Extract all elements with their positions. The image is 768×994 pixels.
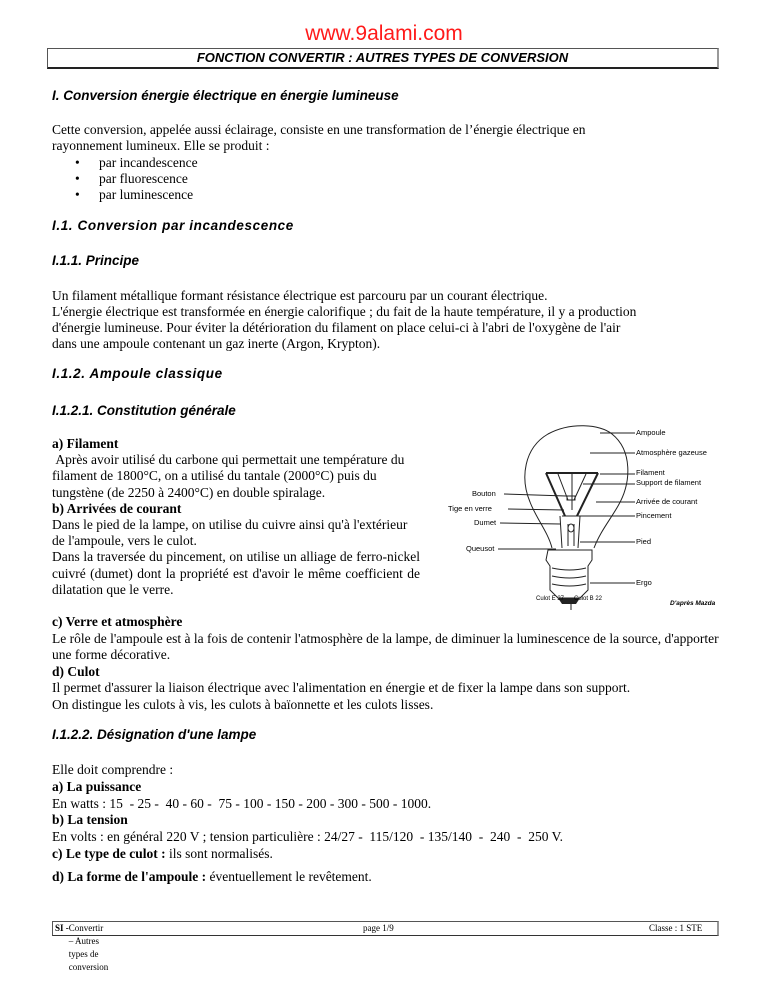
intro-paragraph xyxy=(52,122,722,154)
diagram-credit: D'après Mazda xyxy=(670,600,716,607)
designation-intro: Elle doit comprendre : xyxy=(52,762,174,777)
heading-section-1-1-2: I.1.2. Ampoule classique xyxy=(52,366,223,381)
document-title: FONCTION CONVERTIR : AUTRES TYPES DE CONVERSION xyxy=(47,48,719,69)
label-ergo: Ergo xyxy=(636,578,652,587)
footer-class: Classe : 1 STE xyxy=(649,923,703,933)
heading-section-1-1-2-2: I.1.2.2. Désignation d'une lampe xyxy=(52,727,257,742)
watermark-link[interactable]: www.9alami.com xyxy=(305,22,463,45)
caption-culot-b22: Culot B 22 xyxy=(574,596,603,602)
label-atmosphere: Atmosphère gazeuse xyxy=(636,448,707,457)
verre-text: Le rôle de l'ampoule est à la fois de contenir l'atmosphère de la lampe, de diminuer la luminescence de la source, d'apporter une forme décorative. xyxy=(52,630,719,662)
arrivees-text-2: Dans la traversée du pincement, on utilise un alliage de ferro-nickel cuivré (dumet) dont la propriété est d'avoir le même coefficient de dilatation que le verre. xyxy=(52,549,420,597)
subheading-puissance: a) La puissance xyxy=(52,778,142,794)
heading-section-1-1-2-1: I.1.2.1. Constitution générale xyxy=(52,403,236,418)
culot-text-1: Il permet d'assurer la liaison électrique avec l'alimentation en énergie et de fixer la lampe dans son support. xyxy=(52,680,631,695)
principle-line: L'énergie électrique est transformée en énergie calorifique ; du fait de la haute température, il y a production xyxy=(52,304,637,319)
culot-text-2: On distingue les culots à vis, les culots à baïonnette et les culots lisses. xyxy=(52,696,434,712)
label-queusot: Queusot xyxy=(466,544,495,553)
subheading-culot: d) Culot xyxy=(52,663,100,679)
heading-section-1-1-1: I.1.1. Principe xyxy=(52,253,140,268)
bullet-icon: • xyxy=(75,187,80,202)
principle-line: d'énergie lumineuse. Pour éviter la détérioration du filament on place celui-ci à l'abri de l'oxygène de l'air xyxy=(52,320,621,335)
heading-section-1: I. Conversion énergie électrique en énergie lumineuse xyxy=(52,88,399,103)
heading-section-1-1: I.1. Conversion par incandescence xyxy=(52,218,294,233)
designation-block xyxy=(52,762,722,886)
principle-line: dans une ampoule contenant un gaz inerte (Argon, Krypton). xyxy=(52,336,381,351)
subheading-arrivees-courant: b) Arrivées de courant xyxy=(52,500,182,516)
principle-line: Un filament métallique formant résistance électrique est parcouru par un courant électrique. xyxy=(52,288,548,303)
puissance-text: En watts : 15 - 25 - 40 - 60 - 75 - 100 - 150 - 200 - 300 - 500 - 1000. xyxy=(52,795,432,811)
intro-line-2: rayonnement lumineux. Elle se produit : xyxy=(52,138,270,153)
label-pincement: Pincement xyxy=(636,511,672,520)
constitution-left-column xyxy=(52,436,420,598)
forme-ampoule-line: d) La forme de l'ampoule : éventuellement le revêtement. xyxy=(52,868,372,884)
footer-page-number: page 1/9 xyxy=(363,923,394,933)
bullet-icon: • xyxy=(75,171,80,186)
subheading-filament: a) Filament xyxy=(52,436,119,451)
subheading-verre: c) Verre et atmosphère xyxy=(52,614,183,629)
list-item: • par fluorescence xyxy=(75,171,188,186)
bullet-icon: • xyxy=(75,155,80,170)
label-arrivee-courant: Arrivée de courant xyxy=(636,497,698,506)
page-footer xyxy=(52,921,719,972)
culot-type-line: c) Le type de culot : ils sont normalisés. xyxy=(52,845,273,861)
list-item: • par luminescence xyxy=(75,187,194,202)
tension-text: En volts : en général 220 V ; tension particulière : 24/27 - 115/120 - 135/140 - 240 - 250 V. xyxy=(52,829,564,845)
label-ampoule: Ampoule xyxy=(636,428,666,437)
list-item: • par incandescence xyxy=(75,155,198,170)
subheading-tension: b) La tension xyxy=(52,812,128,828)
label-support-filament: Support de filament xyxy=(636,478,702,487)
footer-course: SI - Convertir – Autres types de conversion xyxy=(55,923,109,972)
bullet-list xyxy=(75,155,198,203)
label-dumet: Dumet xyxy=(474,518,497,527)
bulb-diagram xyxy=(440,420,740,615)
principle-paragraph xyxy=(52,288,722,352)
filament-text: Après avoir utilisé du carbone qui permettait une température du filament de 1800°C, on a utilisé du tantale (2000°C) puis du tungstène (de 2250 à 2400°C) en double spiralage. xyxy=(52,452,408,500)
label-tige-en-verre: Tige en verre xyxy=(448,504,492,513)
label-bouton: Bouton xyxy=(472,489,496,498)
intro-line-1: Cette conversion, appelée aussi éclairage, consiste en une transformation de l’énergie électrique en xyxy=(52,122,586,137)
constitution-full-width xyxy=(52,614,722,713)
caption-culot-e27: Culot E 27 xyxy=(536,596,565,602)
label-filament: Filament xyxy=(636,468,665,477)
arrivees-text-1: Dans le pied de la lampe, on utilise du cuivre ainsi qu'à l'extérieur de l'ampoule, vers le culot. xyxy=(52,517,408,549)
label-pied: Pied xyxy=(636,537,652,546)
